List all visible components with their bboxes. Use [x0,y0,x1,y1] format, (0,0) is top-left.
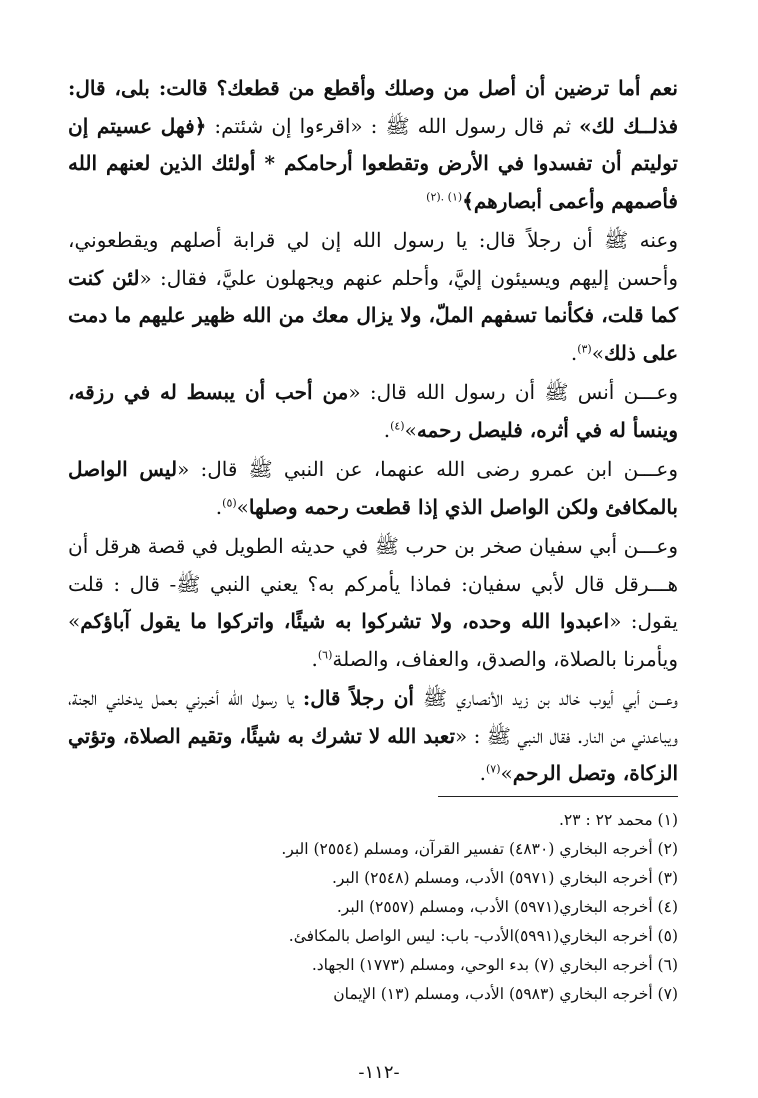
footnote: (٣) أخرجه البخاري (٥٩٧١) الأدب، ومسلم (٢٥٤٨) البر. [331,869,678,887]
footnote: (٢) أخرجه البخاري (٤٨٣٠) تفسير القرآن، ومسلم (٢٥٥٤) البر. [281,840,678,858]
paragraph-2 [68,222,678,372]
footnote: (٤) أخرجه البخاري(٥٩٧١) الأدب، ومسلم (٢٥٥٧) البر. [336,898,678,916]
hadith-text: لئن كنت كما قلت، فكأنما تسفهم الملّ، ولا يزال معك من الله ظهير عليهم ما دمت على ذلك [68,265,678,365]
footnotes [68,806,678,1009]
sentence-end: . [311,646,318,671]
footnote-ref: (٥) [222,495,237,509]
paragraph-1 [68,70,678,220]
footnote-ref: (٦) [317,647,333,661]
narration-text: وعـــن أنس ﷺ أن رسول الله قال: « [348,380,679,404]
footnote: (٥) أخرجه البخاري(٥٩٩١)الأدب- باب: ليس الواصل بالمكافئ. [288,927,678,945]
sentence-end: . [215,494,223,519]
quran-verse: ﴿فهل عسيتم إن توليتم أن تفسدوا في الأرض وتقطعوا أرحامكم * أولئك الذين لعنهم الله فأصمهم وأعمى أبصارهم﴾ [68,113,678,213]
sentence-end: . [383,417,391,442]
narration-text: وعـــن ابن عمرو رضى الله عنهما، عن النبي ﷺ قال: « [177,457,678,481]
quote-close: » [236,494,249,519]
footnote-ref: (٣) [577,341,592,355]
footnote-divider [438,796,678,797]
narration-text: ثم قال رسول الله ﷺ : «اقرءوا إن شئتم: [206,113,580,138]
quote-close: » [591,340,604,365]
sentence-end: . [479,761,486,785]
narration-bold: أن رجلاً قال: [302,686,414,710]
narration-text: وعنه ﷺ أن رجلاً قال: يا رسول الله إن لي قرابة أصلهم ويقطعوني، وأحسن إليهم ويسيئون إليَّ، وأحلم عنهم ويجهلون عليَّ، فقال: « [68,228,678,290]
sentence-end: . [570,340,578,365]
page-number: -١١٢- [358,1062,400,1083]
paragraph-4 [68,451,678,526]
hadith-text: من أحب أن يبسط له في رزقه، وينسأ له في أثره، فليصل رحمه [68,380,678,442]
hadith-text: اعبدوا الله وحده، ولا تشركوا به شيئًا، واتركوا ما يقول آباؤكم [80,609,610,633]
footnote-ref: (٤) [390,418,405,432]
footnote-ref: (٧) [486,762,501,776]
hadith-text: نعم أما ترضين أن أصل من وصلك وأقطع من قطعك؟ قالت: بلى، قال: فذلــك لك» [68,76,678,138]
paragraph-5 [68,528,678,678]
narration-text: يا رسول الله أخبرني بعمل يدخلني الجنة، ويباعدني من النار. فقال النبي ﷺ : « [68,686,678,748]
paragraph-3 [68,374,678,449]
paragraph-6 [68,680,678,793]
narration-text: » ويأمرنا بالصلاة، والصدق، والعفاف، والصلة [68,609,678,671]
narration-text: وعـــن أبي سفيان صخر بن حرب ﷺ في حديثه الطويل في قصة هرقل أن هـــرقل قال لأبي سفيان: فماذا يأمركم به؟ يعني النبي ﷺ- قال : قلت يقول: « [68,534,678,633]
narration-text: وعـــن أبي أيوب خالد بن زيد الأنصاري ﷺ [413,686,678,710]
hadith-text: ليس الواصل بالمكافئ ولكن الواصل الذي إذا قطعت رحمه وصلها [68,457,678,519]
footnote: (٦) أخرجه البخاري (٧) بدء الوحي، ومسلم (١٧٧٣) الجهاد. [311,956,678,974]
hadith-text: تعبد الله لا تشرك به شيئًا، وتقيم الصلاة، وتؤتي الزكاة، وتصل الرحم [68,723,678,785]
footnote: (٧) أخرجه البخاري (٥٩٨٣) الأدب، ومسلم (١٣) الإيمان [333,985,678,1003]
footnote: (١) محمد ٢٢ : ٢٣. [558,811,678,829]
quote-close: » [500,761,513,785]
footnote-ref: (١) .(٢) [426,189,463,203]
quote-close: » [404,417,417,442]
